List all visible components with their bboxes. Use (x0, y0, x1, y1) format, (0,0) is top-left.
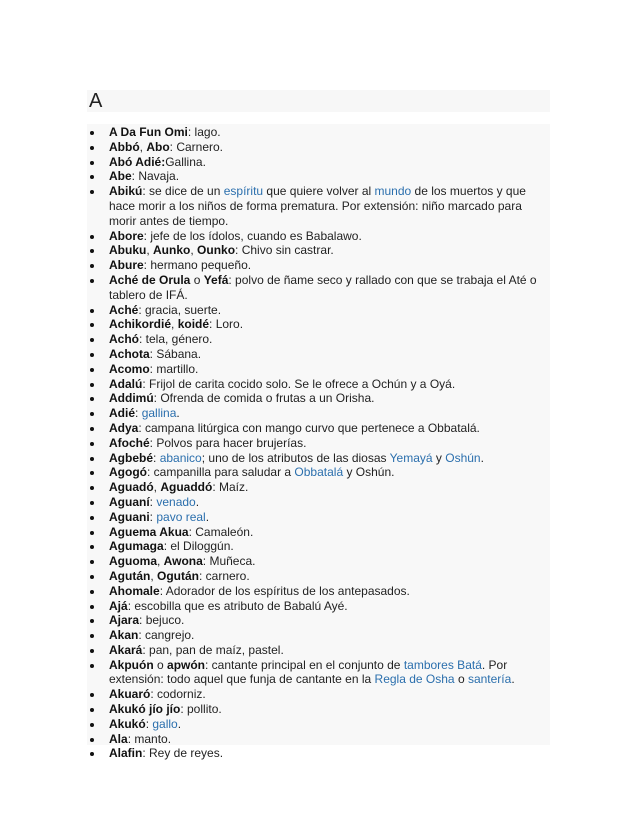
entry-text: : se dice de un (142, 184, 224, 199)
glossary-entry (87, 746, 547, 761)
glossary-entry (87, 732, 547, 747)
entry-term: Alafin (109, 746, 143, 761)
entry-text: . (480, 450, 484, 465)
glossary-entry (87, 658, 547, 688)
entry-link[interactable]: mundo (374, 184, 412, 199)
entry-term: Aché de Orula (109, 272, 191, 287)
entry-term: Ogután (157, 568, 199, 583)
entry-text: : el Diloggún. (163, 539, 234, 554)
entry-term: Agumaga (109, 539, 164, 554)
entry-text: . (177, 716, 182, 731)
entry-text: : pollito. (180, 702, 222, 717)
glossary-entry (87, 140, 547, 155)
entry-text: : jefe de los ídolos, cuando es Babalawo. (143, 228, 362, 243)
entry-text: : bejuco. (139, 613, 185, 628)
glossary-entry (87, 303, 547, 318)
entry-text: : Adorador de los espíritus de los antepasados. (159, 583, 410, 598)
glossary-entry (87, 436, 547, 451)
entry-link[interactable]: gallo (152, 716, 178, 731)
entry-term: Ahomale (109, 583, 160, 598)
entry-text: : Frijol de carita cocido solo. Se le ofrece a Ochún y a Oyá. (142, 376, 456, 391)
entry-term: Abikú (109, 184, 143, 199)
entry-text: Gallina. (165, 154, 206, 169)
entry-text: : martillo. (149, 361, 199, 376)
entry-term: Aguoma (109, 554, 157, 569)
glossary-list (87, 125, 547, 761)
entry-text: : escobilla que es atributo de Babalú Ayé. (127, 598, 348, 613)
entry-text: y (432, 450, 446, 465)
entry-term: Ajara (109, 613, 140, 628)
entry-text: . (205, 509, 210, 524)
entry-term: Achota (109, 346, 150, 361)
glossary-entry (87, 155, 547, 170)
section-heading: A (89, 90, 103, 112)
entry-text: : Carnero. (169, 139, 224, 154)
glossary-entry (87, 465, 547, 480)
entry-term: Addimú (109, 391, 154, 406)
entry-text: : cantante principal en el conjunto de (205, 657, 404, 672)
entry-term: Abore (109, 228, 144, 243)
entry-text: : tela, género. (139, 332, 213, 347)
entry-text: : Muñeca. (202, 554, 256, 569)
entry-text: : Maíz. (212, 480, 249, 495)
entry-term: Aguaní (109, 494, 150, 509)
glossary-entry (87, 613, 547, 628)
glossary-entry (87, 451, 547, 466)
entry-term: Akan (109, 628, 139, 643)
entry-text: ; uno de los atributos de las diosas (201, 450, 390, 465)
entry-link[interactable]: Regla de Osha (374, 672, 455, 687)
entry-term: Abó Adié: (109, 154, 166, 169)
entry-text: : codorniz. (150, 687, 206, 702)
entry-link[interactable]: tambores Batá (403, 657, 482, 672)
glossary-entry (87, 229, 547, 244)
entry-term: Abe (109, 169, 132, 184)
glossary-entry (87, 599, 547, 614)
entry-term: Adié (109, 406, 136, 421)
entry-term: Aunko (153, 243, 191, 258)
entry-term: koidé (177, 317, 210, 332)
glossary-entry (87, 273, 547, 303)
section-heading-bar (87, 90, 550, 112)
entry-text: : campana litúrgica con mango curvo que pertenece a Obbatalá. (138, 420, 480, 435)
entry-text: . (195, 494, 200, 509)
entry-text: : (149, 509, 157, 524)
entry-term: Agután (109, 568, 151, 583)
entry-text: , (171, 317, 178, 332)
entry-text: . Por extensión: todo aquel que funja de cantante en la (109, 657, 508, 687)
entry-term: Aguaddó (160, 480, 213, 495)
glossary-entry (87, 169, 547, 184)
entry-text: o (153, 657, 168, 672)
entry-text: : (135, 406, 142, 421)
glossary-entry (87, 643, 547, 658)
glossary-entry (87, 391, 547, 406)
glossary-entry (87, 377, 547, 392)
entry-term: Abuku (109, 243, 147, 258)
glossary-entry (87, 717, 547, 732)
entry-term: Agbebé (109, 450, 154, 465)
entry-term: A Da Fun Omi (109, 125, 188, 139)
entry-term: Afoché (109, 435, 150, 450)
glossary-entry (87, 584, 547, 599)
entry-term: Abure (109, 258, 144, 273)
glossary-entry (87, 184, 547, 228)
entry-text: , (150, 568, 157, 583)
entry-text: , (139, 139, 147, 154)
entry-text: : Loro. (209, 317, 244, 332)
entry-term: Akukó (109, 716, 146, 731)
entry-text: que quiere volver al (263, 184, 375, 199)
glossary-entry (87, 687, 547, 702)
glossary-entry (87, 125, 547, 140)
glossary-entry (87, 332, 547, 347)
entry-text: : polvo de ñame seco y rallado con que se trabaja el Até o tablero de IFÁ. (109, 272, 537, 302)
entry-text: : campanilla para saludar a (147, 465, 295, 480)
entry-link[interactable]: venado (156, 494, 196, 509)
entry-term: Acomo (109, 361, 150, 376)
entry-text: o (454, 672, 468, 687)
entry-link[interactable]: Obbatalá (294, 465, 344, 480)
entry-text: : Chivo sin castrar. (235, 243, 334, 258)
entry-term: Achikordié (109, 317, 172, 332)
entry-term: Aguadó (109, 480, 154, 495)
entry-text: : Navaja. (131, 169, 180, 184)
entry-term: Adya (109, 420, 139, 435)
entry-text: , (190, 243, 198, 258)
entry-text: : (145, 716, 153, 731)
entry-text: : lago. (187, 125, 221, 139)
entry-text: : (153, 450, 160, 465)
glossary-entry (87, 421, 547, 436)
entry-text: , (157, 554, 164, 569)
entry-term: Adalú (109, 376, 143, 391)
entry-link[interactable]: Yemayá (389, 450, 433, 465)
entry-term: Akukó jío jío (109, 702, 181, 717)
entry-term: Ounko (197, 243, 236, 258)
glossary-entry (87, 554, 547, 569)
entry-link[interactable]: espíritu (223, 184, 264, 199)
glossary-entry (87, 406, 547, 421)
entry-term: apwón (167, 657, 206, 672)
entry-term: Aguani (109, 509, 150, 524)
entry-term: Akará (109, 642, 143, 657)
entry-text: : manto. (127, 731, 172, 746)
entry-link[interactable]: pavo real (156, 509, 206, 524)
glossary-entry (87, 539, 547, 554)
entry-text: , (146, 243, 154, 258)
entry-text: y Oshún. (343, 465, 395, 480)
glossary-entry (87, 243, 547, 258)
entry-text: . (176, 406, 180, 421)
glossary-entry (87, 495, 547, 510)
entry-term: Awona (163, 554, 203, 569)
entry-text: : gracia, suerte. (138, 302, 222, 317)
glossary-entry (87, 362, 547, 377)
entry-term: Ala (109, 731, 128, 746)
entry-text: : carnero. (199, 568, 250, 583)
entry-term: Akpuón (109, 657, 154, 672)
entry-text: : Ofrenda de comida o frutas a un Orisha. (153, 391, 375, 406)
glossary-entry (87, 258, 547, 273)
entry-term: Yefá (203, 272, 229, 287)
glossary-entry (87, 347, 547, 362)
entry-text: : hermano pequeño. (143, 258, 252, 273)
entry-text: : Polvos para hacer brujerías. (149, 435, 307, 450)
entry-text: : pan, pan de maíz, pastel. (142, 642, 284, 657)
entry-text: . (511, 672, 515, 687)
entry-link[interactable]: santería (467, 672, 512, 687)
entry-text: : Rey de reyes. (142, 746, 224, 761)
entry-text: , (153, 480, 161, 495)
entry-term: Achó (109, 332, 139, 347)
glossary-entry (87, 702, 547, 717)
glossary-entry (87, 569, 547, 584)
entry-link[interactable]: abanico (159, 450, 202, 465)
entry-term: Aché (109, 302, 139, 317)
entry-term: Ajá (109, 598, 128, 613)
entry-text: : Sábana. (149, 346, 202, 361)
entry-text: o (190, 272, 204, 287)
glossary-entry (87, 510, 547, 525)
entry-text: : cangrejo. (138, 628, 195, 643)
entry-term: Agogó (109, 465, 147, 480)
glossary-entry (87, 628, 547, 643)
entry-term: Aguema Akua (109, 524, 189, 539)
glossary-entry (87, 525, 547, 540)
entry-link[interactable]: Oshún (445, 450, 481, 465)
glossary-entry (87, 317, 547, 332)
glossary-entry (87, 480, 547, 495)
entry-text: : (149, 494, 157, 509)
entry-term: Abo (146, 139, 170, 154)
entry-term: Abbó (109, 139, 140, 154)
entry-term: Akuaró (109, 687, 151, 702)
entry-link[interactable]: gallina (141, 406, 177, 421)
entry-text: : Camaleón. (188, 524, 254, 539)
entry-text: de los muertos y que hace morir a los niños de forma prematura. Por extensión: niño marcado para morir antes de tiempo. (109, 184, 526, 228)
